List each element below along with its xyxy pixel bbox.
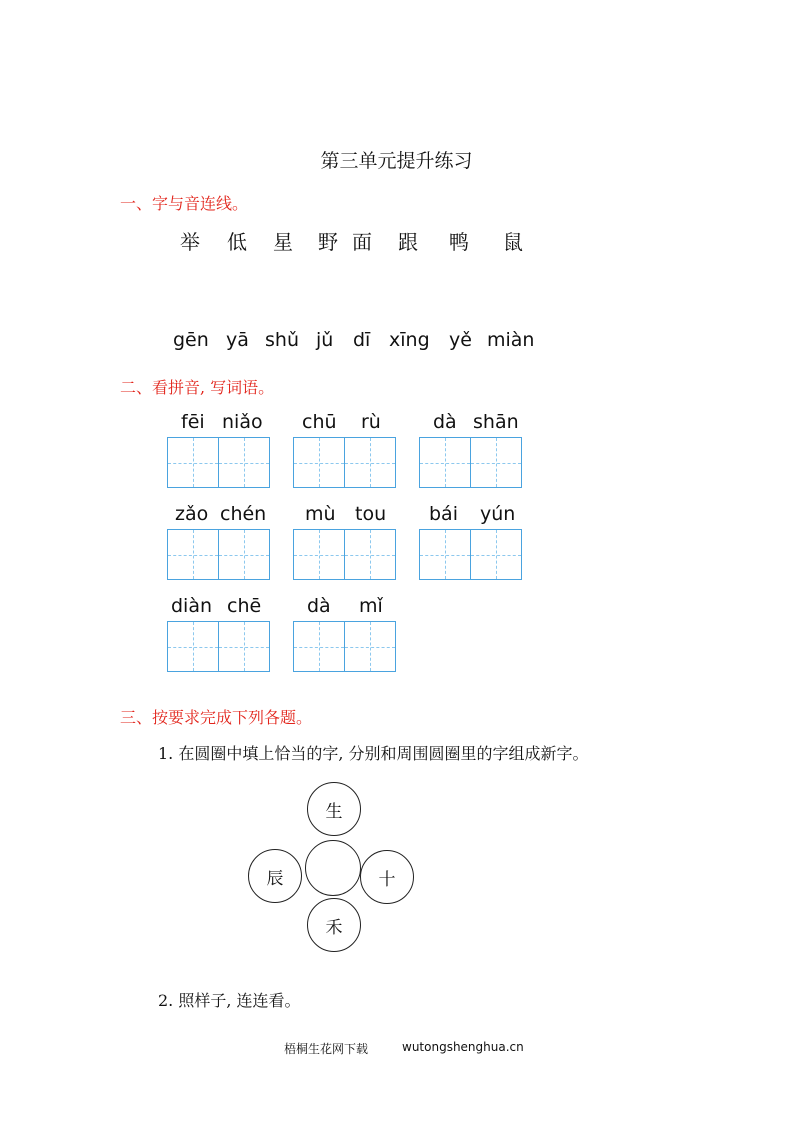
- pinyin-item: xīng: [389, 329, 430, 351]
- char-item: 鸭: [449, 230, 469, 254]
- writing-grid[interactable]: [293, 437, 396, 488]
- writing-grid[interactable]: [167, 529, 270, 580]
- writing-grid[interactable]: [293, 529, 396, 580]
- footer-url[interactable]: wutongshenghua.cn: [402, 1040, 524, 1054]
- word-pinyin: chén: [220, 503, 267, 525]
- section3-heading: 三、按要求完成下列各题。: [120, 708, 313, 727]
- word-pinyin: chū: [302, 411, 337, 433]
- writing-grid[interactable]: [167, 437, 270, 488]
- pinyin-item: shǔ: [265, 329, 299, 351]
- circle-bottom: 禾: [307, 898, 361, 952]
- pinyin-item: yě: [449, 329, 472, 351]
- circle-left: 辰: [248, 849, 302, 903]
- char-item: 面: [352, 230, 372, 254]
- footer-source: 梧桐生花网下载: [284, 1042, 369, 1056]
- writing-grid[interactable]: [419, 529, 522, 580]
- word-pinyin: niǎo: [222, 411, 263, 433]
- pinyin-item: yā: [226, 329, 249, 351]
- section1-heading: 一、字与音连线。: [120, 194, 249, 213]
- word-pinyin: yún: [480, 503, 516, 525]
- char-item: 星: [273, 230, 293, 254]
- circle-top: 生: [307, 782, 361, 836]
- pinyin-item: jǔ: [316, 329, 334, 351]
- writing-grid[interactable]: [167, 621, 270, 672]
- word-pinyin: dà: [433, 411, 457, 433]
- char-item: 低: [227, 230, 247, 254]
- word-pinyin: rù: [361, 411, 381, 433]
- word-pinyin: tou: [355, 503, 387, 525]
- char-item: 野: [318, 230, 338, 254]
- question-1: 1. 在圆圈中填上恰当的字, 分别和周围圆圈里的字组成新字。: [158, 744, 589, 763]
- word-pinyin: fēi: [181, 411, 205, 433]
- circle-right: 十: [360, 850, 414, 904]
- word-pinyin: mù: [305, 503, 336, 525]
- pinyin-item: dī: [353, 329, 371, 351]
- word-pinyin: bái: [429, 503, 458, 525]
- pinyin-item: gēn: [173, 329, 209, 351]
- char-item: 举: [180, 230, 200, 254]
- section2-heading: 二、看拼音, 写词语。: [120, 378, 275, 397]
- word-pinyin: chē: [227, 595, 262, 617]
- page-title: 第三单元提升练习: [320, 150, 473, 172]
- pinyin-item: miàn: [487, 329, 535, 351]
- word-pinyin: dà: [307, 595, 331, 617]
- word-pinyin: shān: [473, 411, 519, 433]
- question-2: 2. 照样子, 连连看。: [158, 991, 301, 1010]
- writing-grid[interactable]: [419, 437, 522, 488]
- char-item: 跟: [398, 230, 418, 254]
- circle-center-blank[interactable]: [305, 840, 361, 896]
- word-pinyin: diàn: [171, 595, 213, 617]
- word-pinyin: mǐ: [359, 595, 383, 617]
- writing-grid[interactable]: [293, 621, 396, 672]
- word-pinyin: zǎo: [175, 503, 209, 525]
- char-item: 鼠: [503, 230, 523, 254]
